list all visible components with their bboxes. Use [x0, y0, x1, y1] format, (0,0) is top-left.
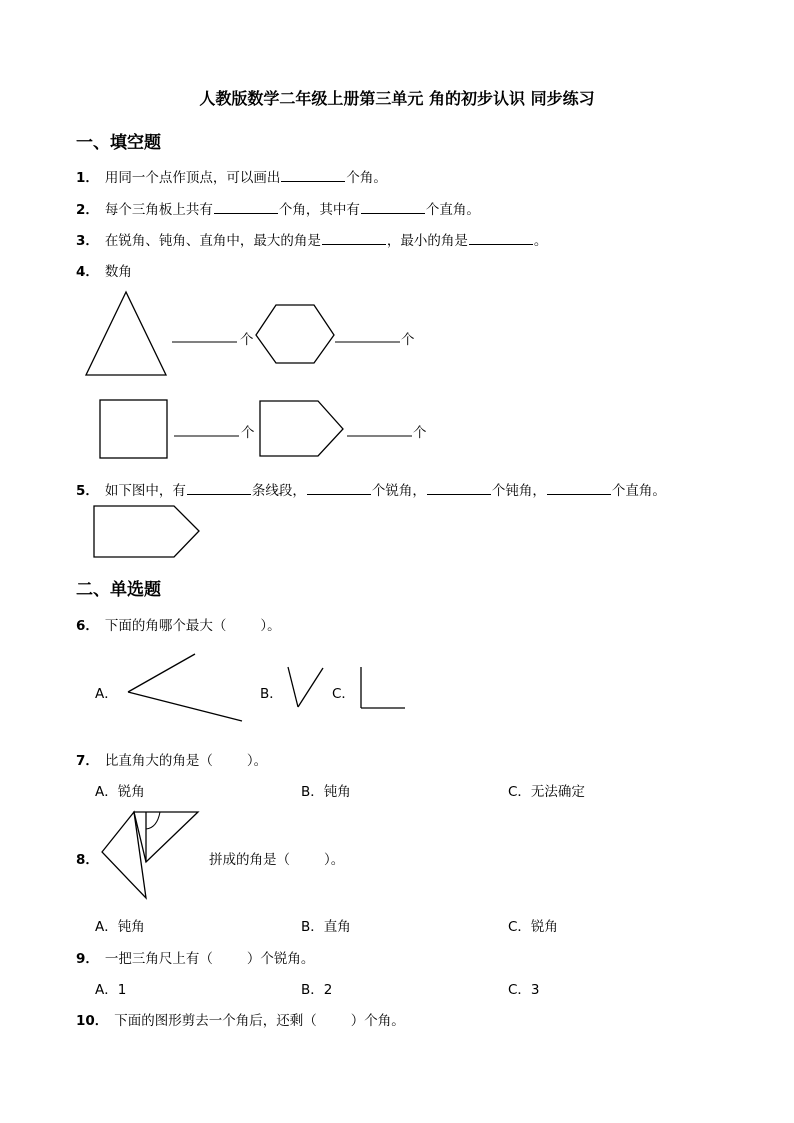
question-text: 拼成的角是（ [209, 852, 290, 868]
option-a[interactable]: A．1 [95, 982, 127, 998]
question-text: 如下图中，有 [104, 483, 186, 499]
hexagon-figure [256, 305, 334, 363]
option-b[interactable]: B．2 [301, 982, 333, 998]
question-number: 10． [76, 1013, 109, 1029]
question-text: 条线段， [251, 483, 306, 499]
question-number: 6． [76, 618, 99, 634]
triangle-figure [86, 292, 166, 375]
pentagon-figure-q5 [94, 506, 199, 557]
question-8 [209, 848, 344, 868]
question-number: 2． [76, 202, 99, 218]
option-b[interactable]: B．直角 [301, 919, 351, 935]
answer-blank[interactable] [307, 482, 371, 495]
question-text: ）。 [324, 852, 345, 868]
question-number: 7． [76, 753, 99, 769]
question-text: 数角 [104, 264, 132, 280]
option-c[interactable]: C．锐角 [508, 919, 558, 935]
question-10 [76, 1009, 405, 1029]
count-unit: 个 [413, 425, 427, 441]
question-5 [76, 479, 666, 499]
section-fill-heading: 一、填空题 [76, 133, 161, 153]
question-text: 下面的角哪个最大（ [104, 618, 227, 634]
option-a[interactable]: A． [95, 686, 118, 702]
question-text: 个直角。 [425, 202, 480, 218]
question-text: ，最小的角是 [386, 233, 468, 249]
question-text: ）个角。 [350, 1013, 405, 1029]
question-text: 在锐角、钝角、直角中，最大的角是 [104, 233, 321, 249]
question-number: 8． [76, 852, 99, 868]
option-b[interactable]: B． [260, 686, 283, 702]
question-6 [76, 614, 281, 634]
option-c[interactable]: C．无法确定 [508, 784, 585, 800]
question-text: 每个三角板上共有 [104, 202, 213, 218]
set-squares-figure [102, 812, 198, 898]
angle-a-figure [128, 654, 242, 721]
question-text: 比直角大的角是（ [104, 753, 213, 769]
answer-blank[interactable] [547, 482, 611, 495]
option-a[interactable]: A．锐角 [95, 784, 145, 800]
angle-b-figure [288, 667, 323, 707]
question-text: 个角。 [346, 170, 387, 186]
question-7 [76, 749, 267, 769]
question-text: 一把三角尺上有（ [104, 951, 213, 967]
question-text: ）。 [246, 753, 268, 769]
question-number: 1． [76, 170, 99, 186]
question-number: 9． [76, 951, 99, 967]
question-9 [76, 947, 314, 967]
question-text: 个角，其中有 [278, 202, 360, 218]
angle-c-figure [361, 667, 405, 708]
option-c[interactable]: C．3 [508, 982, 540, 998]
question-text: 下面的图形剪去一个角后，还剩（ [114, 1013, 317, 1029]
question-number: 4． [76, 264, 99, 280]
question-text: ）个锐角。 [246, 951, 315, 967]
question-text: 个直角。 [611, 483, 666, 499]
count-unit: 个 [240, 332, 254, 348]
question-number: 5． [76, 483, 99, 499]
count-unit: 个 [401, 332, 415, 348]
page-title: 人教版数学二年级上册第三单元 角的初步认识 同步练习 [199, 89, 595, 108]
answer-blank[interactable] [427, 482, 491, 495]
answer-blank[interactable] [187, 482, 251, 495]
question-8-number [76, 848, 105, 868]
option-c[interactable]: C． [332, 686, 355, 702]
question-text: 用同一个点作顶点，可以画出 [104, 170, 281, 186]
section-choice-heading: 二、单选题 [76, 580, 161, 600]
question-text: 个钝角， [491, 483, 546, 499]
question-number: 3． [76, 233, 99, 249]
square-figure [100, 400, 167, 458]
option-b[interactable]: B．钝角 [301, 784, 351, 800]
question-text: 个锐角， [371, 483, 426, 499]
count-unit: 个 [241, 425, 255, 441]
question-text: 。 [533, 233, 548, 249]
option-a[interactable]: A．钝角 [95, 919, 145, 935]
question-text: ）。 [260, 618, 281, 634]
pentagon-figure [260, 401, 343, 456]
